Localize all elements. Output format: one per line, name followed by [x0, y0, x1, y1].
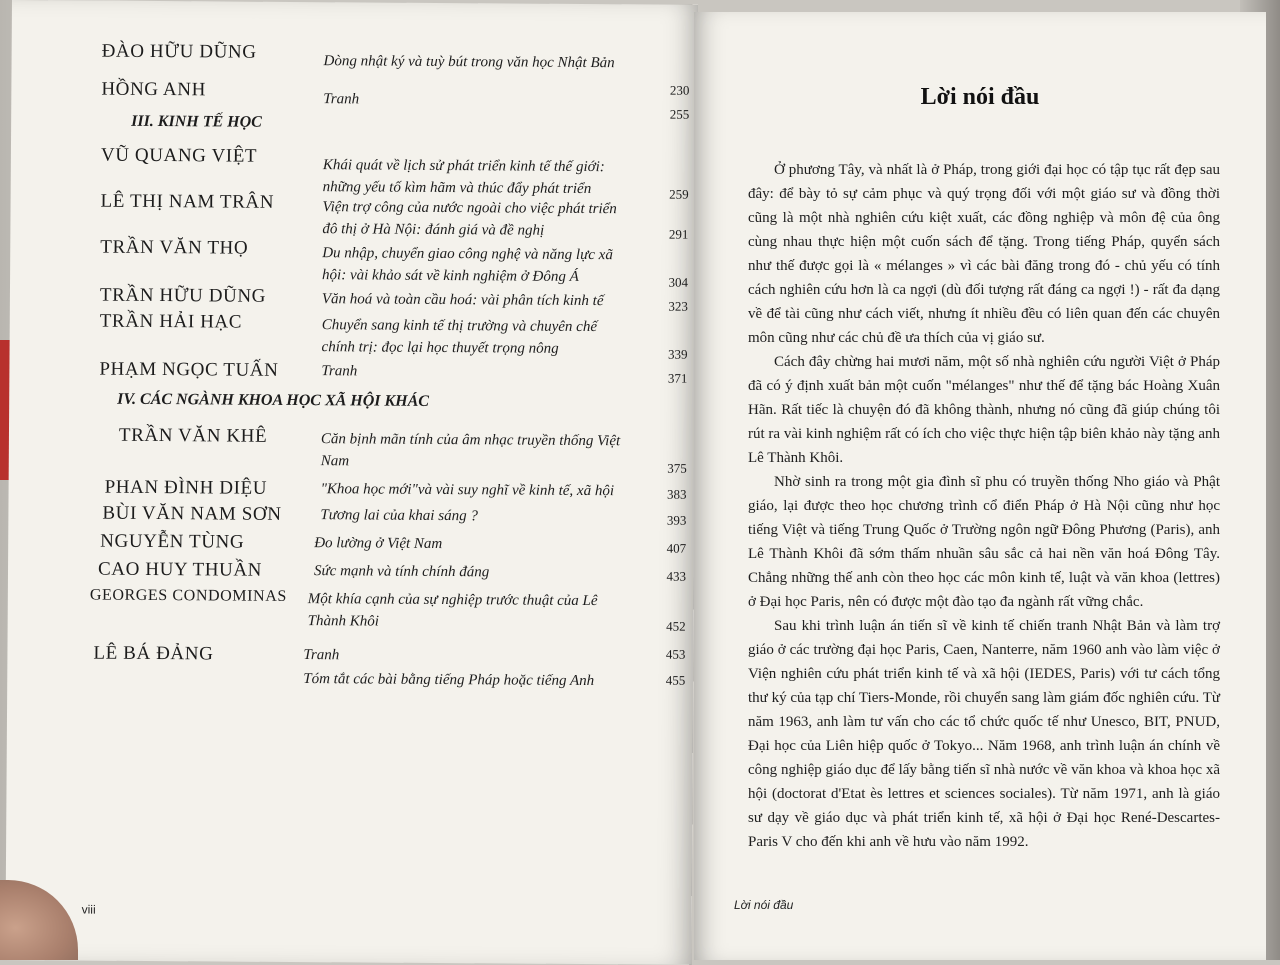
left-page-toc — [5, 0, 698, 965]
toc-title: "Khoa học mới"và vài suy nghĩ về kinh tế, xã hội — [320, 481, 615, 500]
toc-author: TRẦN HỮU DŨNG — [99, 284, 267, 307]
toc-title: Tranh — [321, 363, 358, 380]
toc-author: NGUYỄN TÙNG — [100, 530, 245, 553]
page-folio: viii — [81, 902, 96, 917]
toc-title: Sức mạnh và tính chính đáng — [313, 563, 490, 581]
toc-author: GEORGES CONDOMINAS — [89, 586, 287, 605]
toc-page-number: 323 — [668, 298, 688, 314]
toc-page-number: 230 — [669, 82, 690, 98]
toc-entry — [8, 642, 694, 665]
toc-title: Dòng nhật ký và tuỳ bút trong văn học Nhật Bản — [323, 53, 615, 72]
toc-page-number: 383 — [667, 486, 687, 502]
paragraph: Sau khi trình luận án tiến sĩ về kinh tế chiến tranh Nhật Bản và làm trợ giáo ở các trường đại học Paris, Caen, Nanterre, năm 1960 anh vào làm việc ở Viện nghiên cứu phát triển kinh tế và xã hội (IEDES, Paris) với tư cách tổng thư ký của tạp chí Tiers-Monde, rồi chuyển sang làm giám đốc nghiên cứu. Từ năm 1963, anh làm tư vấn cho các tổ chức quốc tế như Unesco, BIT, PNUD, Đại học của Liên hiệp quốc ở Tokyo... Năm 1968, anh trình luận án chính về công nghiệp giáo dục để lấy bằng tiến sĩ nhà nước về văn khoa và khoa học xã hội (doctorat d'Etat ès lettres et sciences sociales). Từ năm 1971, anh là giáo sư dạy về giáo dục và phát triển kinh tế, xã hội ở Đại học René-Descartes-Paris V cho đến khi anh về hưu vào năm 1992. — [748, 618, 1220, 850]
toc-author: VŨ QUANG VIỆT — [100, 144, 258, 167]
toc-page-number: 304 — [668, 274, 689, 290]
toc-title: Chuyển sang kinh tế thị trường và chuyên chế chính trị: đọc lại học thuyết trọng nông — [321, 317, 598, 357]
toc-page-number: 371 — [667, 370, 688, 386]
toc-page-number: 407 — [666, 540, 687, 556]
running-footer: Lời nói đầu — [734, 898, 794, 912]
toc-page-number: 433 — [666, 568, 687, 584]
toc-author: TRẦN VĂN KHÊ — [118, 424, 268, 447]
toc-page-number: 339 — [667, 346, 688, 362]
toc-title: Tóm tắt các bài bằng tiếng Pháp hoặc tiếng Anh — [303, 671, 595, 690]
paragraph: Ở phương Tây, và nhất là ở Pháp, trong giới đại học có tập tục rất đẹp sau đây: để bày tỏ sự cảm phục và quý trọng đối với một giáo sư và đồng thời cũng là một nhà nghiên cứu kiệt xuất, các đồng nghiệp và môn đệ của ông cùng nhau thực hiện một cuốn sách để tặng. Trong tiếng Pháp, quyển sách như thế được gọi là « mélanges » vì các bài đăng trong đó - chủ yếu có tính cách nghiên cứu hơn là ca ngợi (dù đối tượng rất đáng ca ngợi !) - rất đa dạng về để tài cũng như cách viết, nhưng ít nhiều đều có liên quan đến các chuyên môn cũng như các chủ đề ưa thích của vị giáo sư. — [748, 162, 1220, 346]
toc-author: LÊ THỊ NAM TRÂN — [100, 190, 275, 213]
toc-title: Du nhập, chuyển giao công nghệ và năng lực xã hội: vài khảo sát về kinh nghiệm ở Đông Á — [322, 245, 613, 285]
toc-title: Một khía cạnh của sự nghiệp trước thuật của Lê Thành Khôi — [307, 591, 598, 630]
toc-author: BÙI VĂN NAM SƠN — [102, 502, 282, 525]
toc-page-number: 375 — [667, 460, 687, 476]
toc-title: Viện trợ công của nước ngoài cho việc phát triển đô thị ở Hà Nội: đánh giá và đề nghị — [322, 199, 617, 239]
section-heading: III. KINH TẾ HỌC — [131, 112, 262, 131]
toc-entry — [12, 40, 698, 72]
toc-author: TRẦN HẢI HẠC — [99, 310, 243, 333]
toc-author: TRẦN VĂN THỌ — [100, 236, 249, 259]
toc-entry — [8, 586, 694, 634]
toc-author: PHẠM NGỌC TUẤN — [99, 358, 279, 381]
toc-page-number: 255 — [669, 106, 690, 122]
toc-author: LÊ BÁ ĐẢNG — [93, 642, 214, 665]
toc-title: Tương lai của khai sáng ? — [320, 507, 478, 525]
toc-author: HỒNG ANH — [101, 78, 207, 101]
toc-author: ĐÀO HỮU DŨNG — [101, 40, 257, 63]
toc-title: Tranh — [303, 647, 340, 664]
toc-page-number: 291 — [668, 226, 689, 242]
right-page-preface — [694, 12, 1266, 960]
toc-page-number: 453 — [665, 646, 686, 662]
toc-page-number: 259 — [669, 186, 689, 202]
toc-entry — [9, 424, 695, 476]
toc-title: Khái quát về lịch sử phát triển kinh tế thế giới: những yếu tố kìm hãm và thúc đẩy phát triển — [322, 157, 605, 198]
toc-entry — [8, 558, 694, 584]
paragraph: Cách đây chừng hai mươi năm, một số nhà nghiên cứu người Việt ở Pháp đã có ý định xuất bản một cuốn "mélanges" như thế để tặng bác Hoàng Xuân Hãn. Rất tiếc là chuyện đó đã không thành, nhưng nó cũng đã giúp chúng tôi rút ra vài kinh nghiệm rất có ích cho việc thực hiện tập biên khảo này tặng anh Lê Thành Khôi. — [748, 354, 1220, 466]
toc-entry — [9, 476, 695, 502]
preface-body — [748, 158, 1220, 854]
toc-title: Văn hoá và toàn cầu hoá: vài phân tích kinh tế — [321, 291, 604, 310]
toc-page-number: 455 — [665, 672, 686, 688]
toc-entry — [8, 502, 694, 528]
toc-title: Căn bịnh mãn tính của âm nhạc truyền thống Việt Nam — [320, 431, 621, 470]
section-heading: IV. CÁC NGÀNH KHOA HỌC XÃ HỘI KHÁC — [117, 390, 430, 410]
toc-author: PHAN ĐÌNH DIỆU — [104, 476, 268, 499]
paragraph: Nhờ sinh ra trong một gia đình sĩ phu có truyền thống Nho giáo và Phật giáo, lại được theo học chương trình cổ điển Pháp ở Hà Nội cũng như học tiếng Việt và tiếng Trung Quốc ở Trường ngôn ngữ Đông Phương (Paris), anh Lê Thành Khôi đã sớm thấm nhuần sâu sắc cả hai nền văn hoá Đông Tây. Chẳng những thế anh còn theo học các môn kinh tế, luật và văn khoa (lettres) ở Đại học Paris, nên có được một đào tạo đa ngành rất vững chắc. — [748, 474, 1220, 610]
toc-title: Tranh — [323, 91, 360, 108]
toc-page-number: 452 — [666, 618, 686, 634]
toc-author: CAO HUY THUẦN — [97, 558, 263, 581]
preface-heading: Lời nói đầu — [920, 84, 1040, 110]
toc-title: Đo lường ở Việt Nam — [314, 535, 443, 553]
toc-page-number: 393 — [666, 512, 687, 528]
toc-entry — [8, 530, 694, 556]
